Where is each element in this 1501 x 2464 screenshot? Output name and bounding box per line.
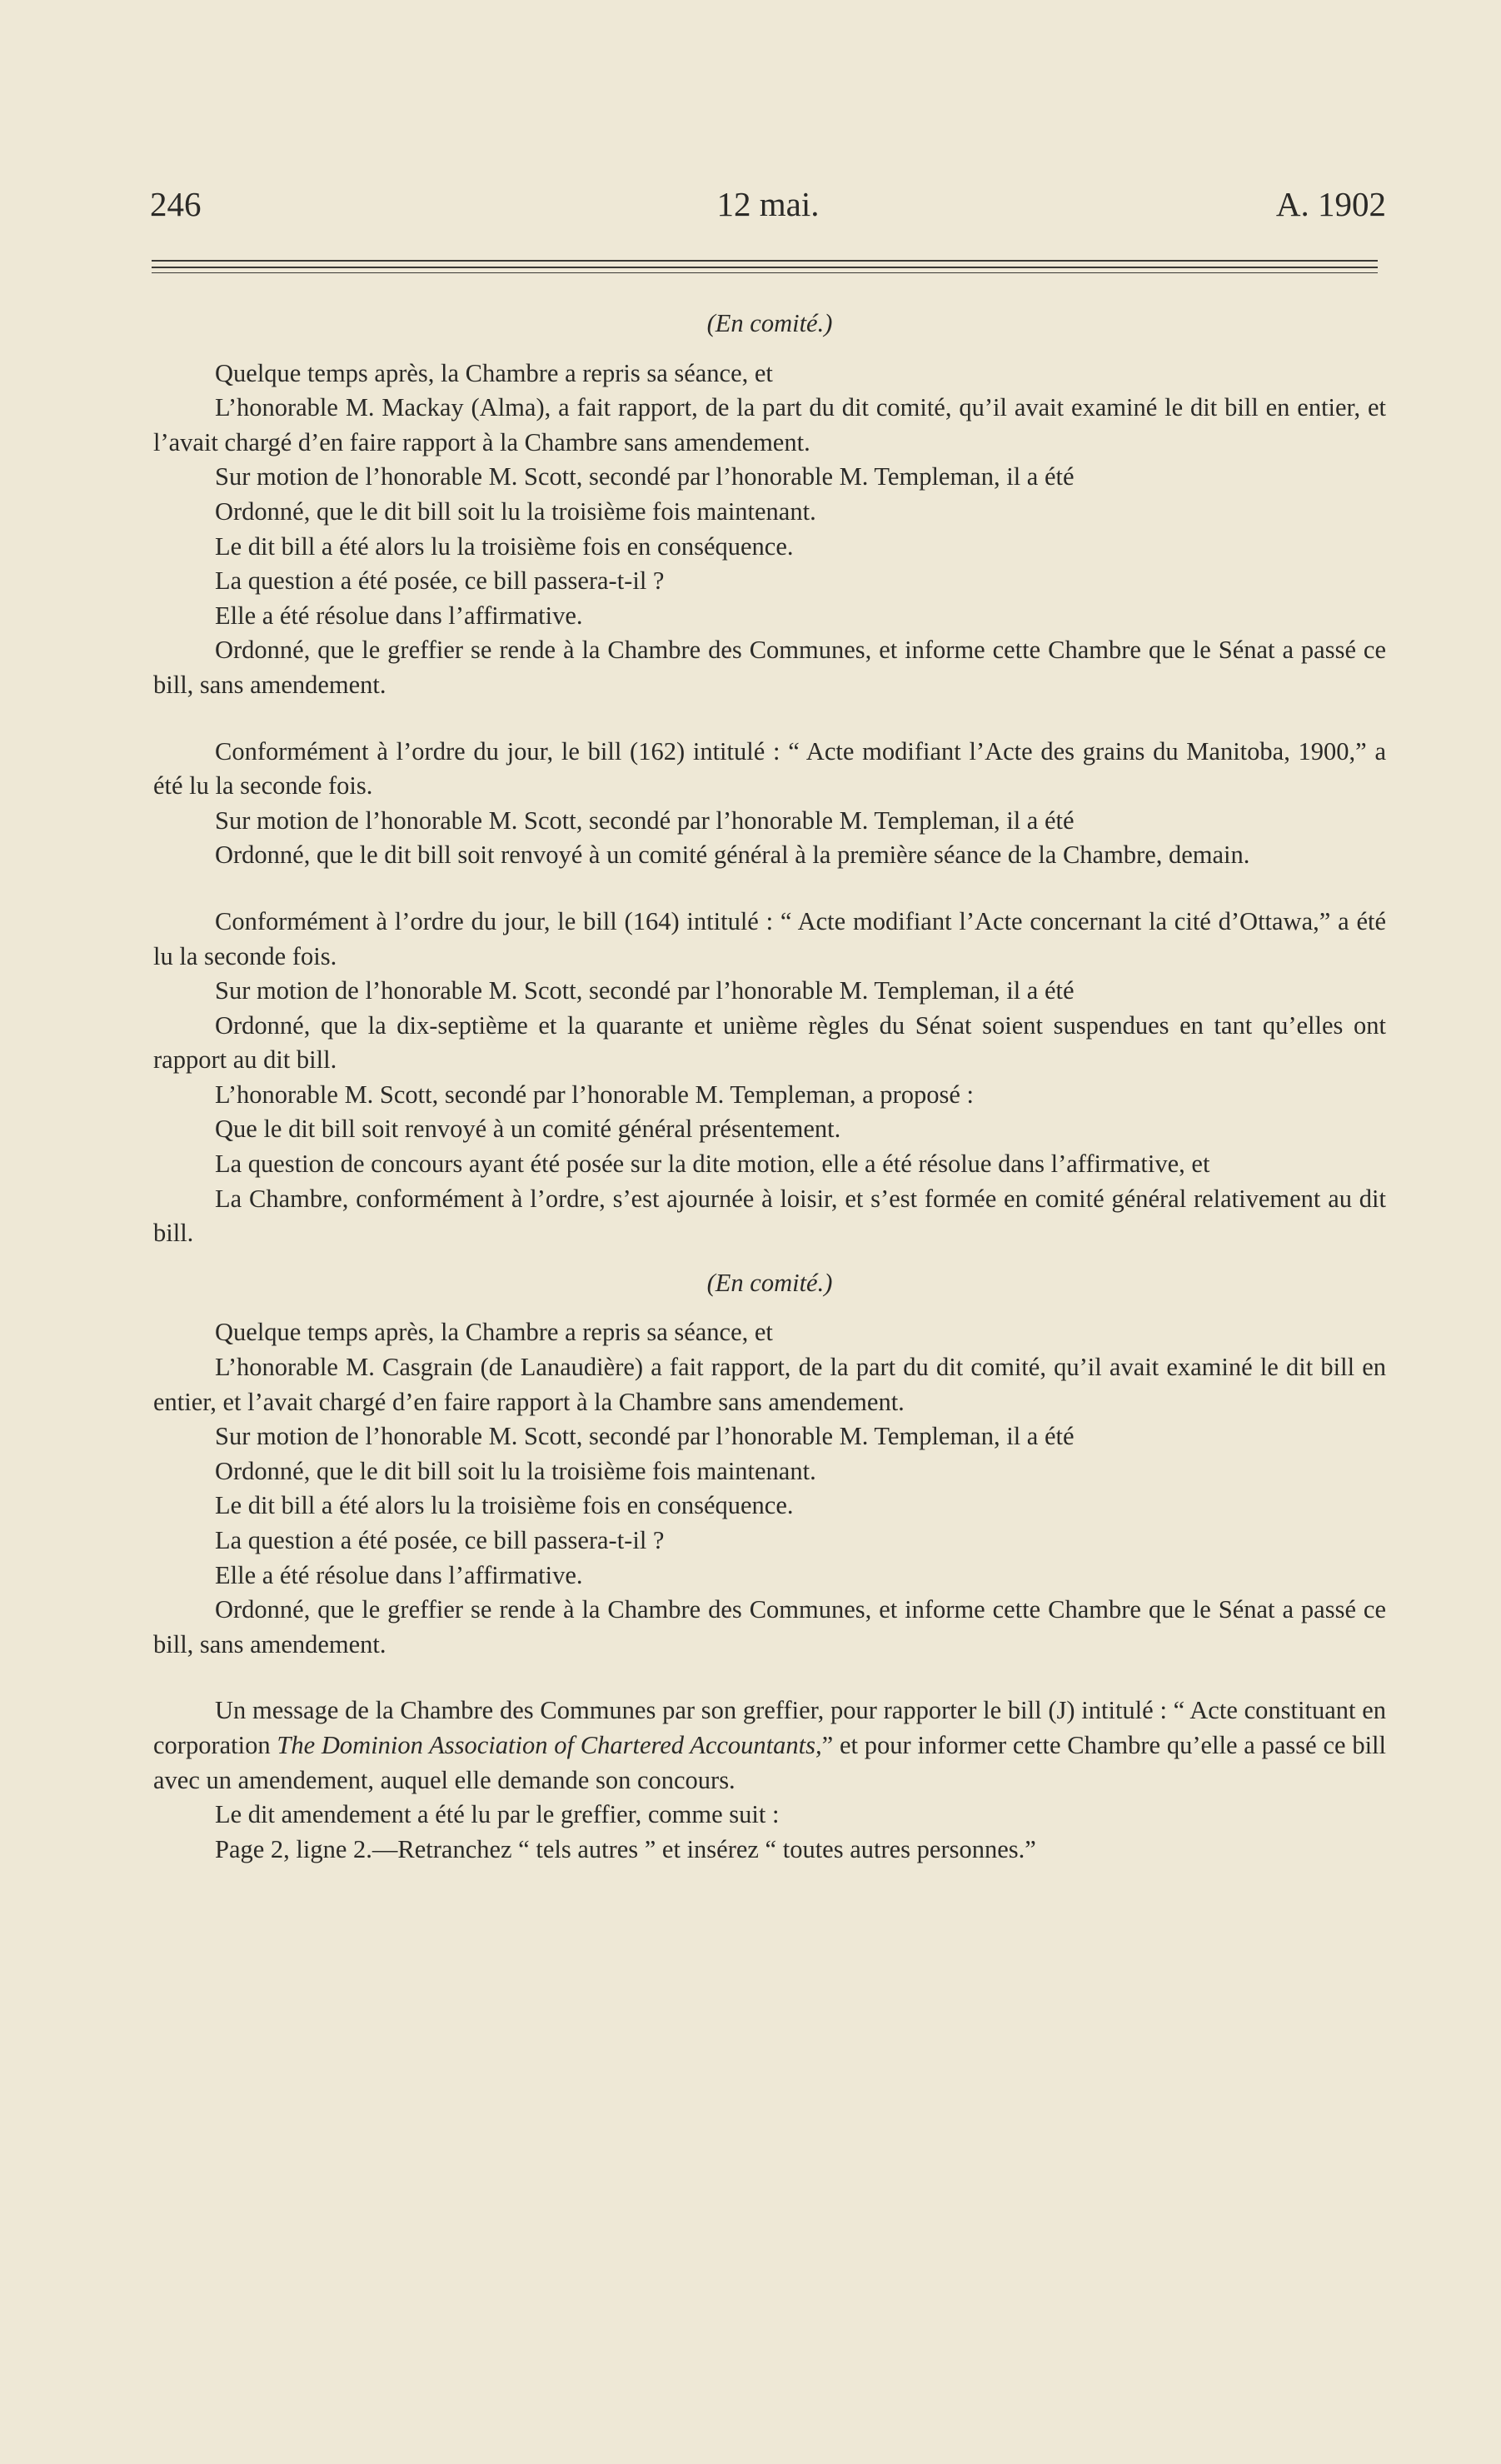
paragraph: L’honorable M. Casgrain (de Lanaudière) a fait rapport, de la part du dit comité, qu’il avait examiné le dit bill en entier, et l’avait chargé d’en faire rapport à la Chambre sans amendement. (153, 1353, 1386, 1416)
paragraph: Quelque temps après, la Chambre a repris sa séance, et (215, 1318, 773, 1347)
paragraph: Conformément à l’ordre du jour, le bill (162) intitulé : “ Acte modifiant l’Acte des grains du Manitoba, 1900,” a été lu la seconde fois. (153, 736, 1386, 801)
paragraph: Sur motion de l’honorable M. Scott, secondé par l’honorable M. Templeman, il a été (215, 806, 1075, 835)
italic-title: The Dominion Association of Chartered Accountants, (277, 1730, 822, 1759)
paragraph: Quelque temps après, la Chambre a repris sa séance, et (215, 358, 773, 387)
page-header (150, 182, 1386, 227)
body-text (153, 307, 1386, 1867)
paragraph: Conformément à l’ordre du jour, le bill (164) intitulé : “ Acte modifiant l’Acte concernant la cité d’Ottawa,” a été lu la seconde fois. (153, 906, 1386, 970)
paragraph: Ordonné, que le dit bill soit renvoyé à un comité général à la première séance de la Chambre, demain. (215, 840, 1250, 870)
paragraph: Sur motion de l’honorable M. Scott, secondé par l’honorable M. Templeman, il a été (215, 1422, 1075, 1451)
paragraph (153, 1693, 1386, 1798)
paragraph: La Chambre, conformément à l’ordre, s’est ajournée à loisir, et s’est formée en comité général relativement au dit bill. (153, 1184, 1386, 1248)
section-heading: (En comité.) (706, 309, 833, 337)
paragraph: Sur motion de l’honorable M. Scott, secondé par l’honorable M. Templeman, il a été (215, 976, 1075, 1005)
paragraph: La question de concours ayant été posée sur la dite motion, elle a été résolue dans l’affirmative, et (215, 1150, 1210, 1179)
paragraph: L’honorable M. Scott, secondé par l’honorable M. Templeman, a proposé : (215, 1080, 974, 1109)
paragraph: Le dit amendement a été lu par le greffier, comme suit : (215, 1800, 780, 1829)
paragraph: Ordonné, que le dit bill soit lu la troisième fois maintenant. (215, 496, 816, 526)
rule-line (152, 272, 1378, 273)
paragraph: Page 2, ligne 2.—Retranchez “ tels autres ” et insérez “ toutes autres personnes.” (215, 1834, 1036, 1863)
header-date: 12 mai. (716, 185, 820, 223)
paragraph: L’honorable M. Mackay (Alma), a fait rapport, de la part du dit comité, qu’il avait examiné le dit bill en entier, et l’avait chargé d’en faire rapport à la Chambre sans amendement. (153, 393, 1386, 456)
header-year: A. 1902 (1275, 185, 1386, 223)
paragraph: Elle a été résolue dans l’affirmative. (215, 1560, 583, 1589)
paragraph: Elle a été résolue dans l’affirmative. (215, 601, 583, 630)
paragraph-text: ” et pour informer cette Chambre qu’elle a passé ce bill avec un amendement, auquel elle demande son concours. (153, 1730, 1386, 1794)
paragraph: Ordonné, que le dit bill soit lu la troisième fois maintenant. (215, 1456, 816, 1485)
section-heading: (En comité.) (706, 1268, 833, 1297)
header-rule (152, 258, 1378, 277)
rule-line (152, 260, 1378, 262)
paragraph: La question a été posée, ce bill passera-t-il ? (215, 1526, 665, 1554)
page-number: 246 (150, 185, 202, 223)
paragraph: La question a été posée, ce bill passera-t-il ? (215, 566, 665, 596)
paragraph: Le dit bill a été alors lu la troisième fois en conséquence. (215, 531, 794, 561)
paragraph: Ordonné, que la dix-septième et la quarante et unième règles du Sénat soient suspendues en tant qu’elles ont rapport au dit bill. (153, 1010, 1386, 1075)
paragraph: Sur motion de l’honorable M. Scott, secondé par l’honorable M. Templeman, il a été (215, 462, 1075, 491)
rule-line (152, 267, 1378, 268)
paragraph: Que le dit bill soit renvoyé à un comité général présentement. (215, 1115, 841, 1144)
paragraph: Ordonné, que le greffier se rende à la Chambre des Communes, et informe cette Chambre que le Sénat a passé ce bill, sans amendement. (153, 636, 1386, 699)
paragraph: Le dit bill a été alors lu la troisième fois en conséquence. (215, 1491, 794, 1520)
paragraph: Ordonné, que le greffier se rende à la Chambre des Communes, et informe cette Chambre que le Sénat a passé ce bill, sans amendement. (153, 1595, 1386, 1658)
paragraph-text: Un message de la Chambre des Communes par son greffier, pour rapporter le bill (J) intitulé : “ Acte constituant en corporation (153, 1696, 1386, 1759)
